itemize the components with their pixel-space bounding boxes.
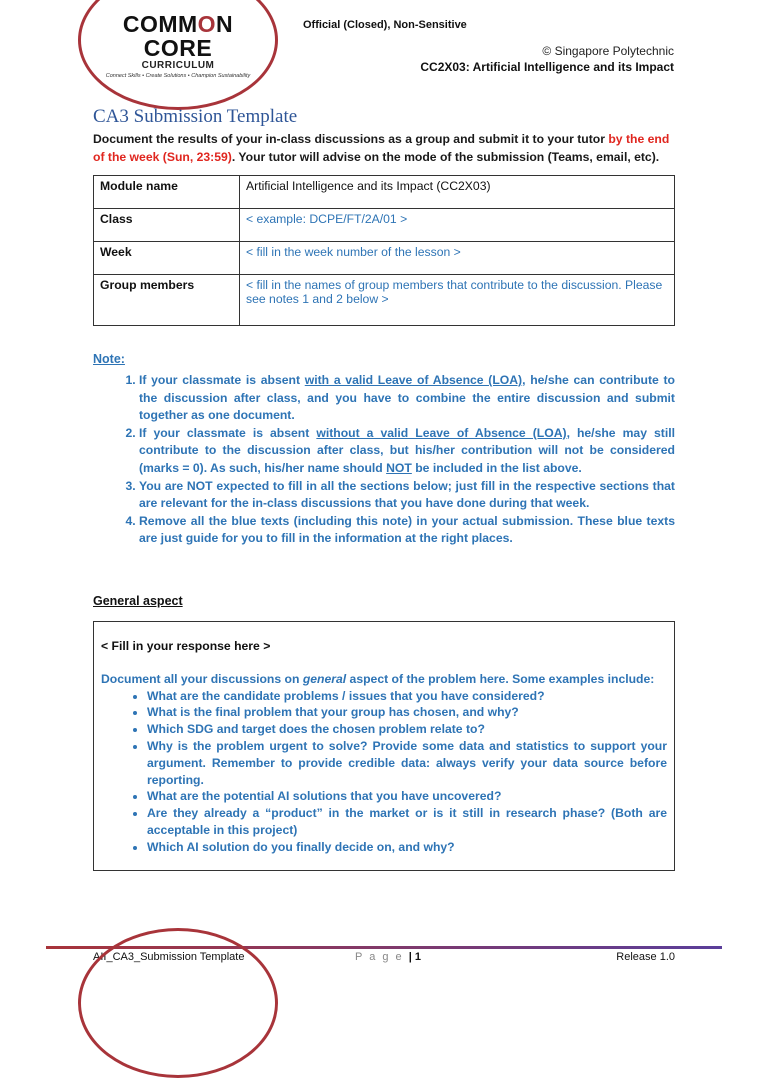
document-title: CA3 Submission Template [93,106,298,127]
footer-page-number: P a g e | 1 [355,951,421,963]
intro-paragraph: Document the results of your in-class discussions as a group and submit it to your tutor by the end of the week (Sun, 23:59). Your tutor will advise on the mode of the submission (Teams, email, etc). [93,132,670,164]
list-item: • Which SDG and target does the chosen problem relate to? [147,721,667,738]
logo-main-text: COMMON CORE [122,11,234,61]
general-lead: Document all your discussions on general aspect of the problem here. Some examples include: [101,671,655,686]
row-key: Week [94,242,240,275]
general-bullets [101,688,667,856]
table-row [94,275,675,326]
list-item: 2. If your classmate is absent without a valid Leave of Absence (LOA), he/she may still contribute to the discussion after class, but his/her contribution will not be considered (marks = 0). As such, his/her name should NOT be included in the list above. [139,425,675,478]
general-response-box[interactable] [93,621,675,871]
table-row [94,242,675,275]
list-item: • Are they already a “product” in the market or is it still in research phase? (Both are acceptable in this project) [147,805,667,839]
list-item: • What are the candidate problems / issues that you have considered? [147,688,667,705]
list-item: • Why is the problem urgent to solve? Provide some data and statistics to support your argument. Remember to provide credible data: always verify your data source before reporting. [147,738,667,788]
list-item: • What is the final problem that your group has chosen, and why? [147,704,667,721]
logo-sub-text: CURRICULUM [141,60,215,71]
row-value[interactable]: Artificial Intelligence and its Impact (CC2X03) [240,176,675,209]
row-value[interactable]: < fill in the week number of the lesson > [240,242,675,275]
info-table [93,175,675,326]
copyright-text: © Singapore Polytechnic [542,44,674,58]
course-title: CC2X03: Artificial Intelligence and its Impact [420,60,674,74]
fill-placeholder: < Fill in your response here > [101,639,271,653]
footer-doc-name: AII_CA3_Submission Template [93,951,245,963]
list-item: 4. Remove all the blue texts (including this note) in your actual submission. These blue texts are just guide for you to fill in the information at the right places. [139,513,675,548]
list-item: • What are the potential AI solutions that you have uncovered? [147,788,667,805]
row-key: Module name [94,176,240,209]
general-aspect-heading: General aspect [93,594,183,608]
classification-label: Official (Closed), Non-Sensitive [303,19,467,31]
list-item: • Which AI solution do you finally decide on, and why? [147,839,667,856]
logo-tagline: Connect Skills • Create Solutions • Champion Sustainability [105,73,251,79]
common-core-logo [92,12,264,81]
row-value[interactable]: < example: DCPE/FT/2A/01 > [240,209,675,242]
row-key: Class [94,209,240,242]
list-item: 1. If your classmate is absent with a valid Leave of Absence (LOA), he/she can contribute to the discussion after class, and you have to combine the entire discussion and submit together as one document. [139,372,675,425]
deadline-text: by the end of the week (Sun, 23:59) [93,132,670,164]
row-key: Group members [94,275,240,326]
row-value[interactable]: < fill in the names of group members that contribute to the discussion. Please see notes 1 and 2 below > [240,275,675,326]
table-row [94,209,675,242]
notes-list [93,372,675,548]
note-heading: Note: [93,352,125,366]
footer-release: Release 1.0 [616,951,675,963]
list-item: 3. You are NOT expected to fill in all the sections below; just fill in the respective sections that are relevant for the in-class discussions that you have done during that week. [139,478,675,513]
logo-ring-bottom [78,928,278,1078]
table-row [94,176,675,209]
